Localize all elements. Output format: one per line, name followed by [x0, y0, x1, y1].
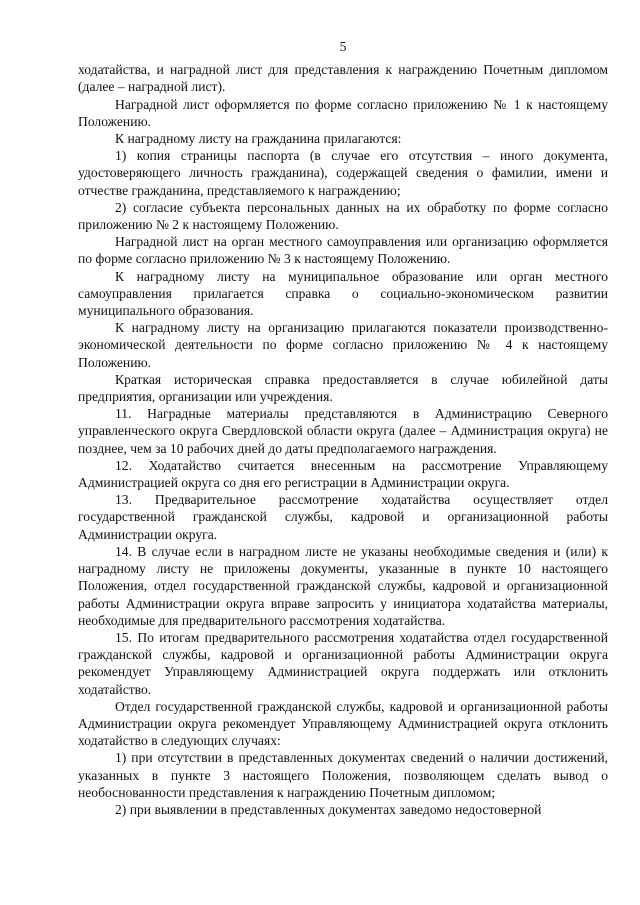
- paragraph: 14. В случае если в наградном листе не указаны необходимые сведения и (или) к наградному листу не приложены документы, указанные в пункте 10 настоящего Положения, отдел государственной гражданской службы, кадровой и организационной работы Администрации округа вправе запросить у инициатора ходатайства материалы, необходимые для предварительного рассмотрения ходатайства.: [78, 543, 608, 628]
- paragraph: 2) при выявлении в представленных документах заведомо недостоверной: [115, 801, 542, 817]
- paragraph: 1) при отсутствии в представленных документах сведений о наличии достижений, указанных в пункте 3 настоящего Положения, позволяющем сделать вывод о необоснованности представления к награждению Почетным дипломом;: [78, 750, 608, 800]
- paragraph: Наградной лист на орган местного самоуправления или организацию оформляется по форме согласно приложению № 3 к настоящему Положению.: [78, 234, 608, 267]
- page-number: 5: [339, 39, 347, 54]
- paragraph: ходатайства, и наградной лист для представления к награждению Почетным дипломом (далее – наградной лист).: [78, 62, 608, 95]
- paragraph: Отдел государственной гражданской службы, кадровой и организационной работы Администрации округа рекомендует Управляющему Администрацией округа отклонить ходатайство в следующих случаях:: [78, 698, 608, 749]
- paragraph: 2) согласие субъекта персональных данных на их обработку по форме согласно приложению № 2 к настоящему Положению.: [78, 199, 608, 233]
- paragraph: 15. По итогам предварительного рассмотрения ходатайства отдел государственной гражданской службы, кадровой и организационной работы Администрации округа рекомендует Управляющему Администрацией округа поддержать или отклонить ходатайство.: [78, 629, 608, 697]
- paragraph: 1) копия страницы паспорта (в случае его отсутствия – иного документа, удостоверяющего личность гражданина), содержащей сведения о фамилии, имени и отчестве гражданина, представляемого к награждению;: [78, 148, 608, 198]
- paragraph: 12. Ходатайство считается внесенным на рассмотрение Управляющему Администрацией округа со дня его регистрации в Администрации округа.: [78, 457, 608, 491]
- paragraph: 11. Наградные материалы представляются в Администрацию Северного управленческого округа Свердловской области округа (далее – Администрация округа) не позднее, чем за 10 рабочих дней до даты предполагаемого награждения.: [78, 406, 608, 456]
- paragraph: К наградному листу на муниципальное образование или орган местного самоуправления прилагается справка о социально-экономическом развитии муниципального образования.: [78, 268, 608, 319]
- document-page: [78, 38, 608, 818]
- paragraph: Краткая историческая справка предоставляется в случае юбилейной даты предприятия, организации или учреждения.: [78, 371, 608, 405]
- paragraph: Наградной лист оформляется по форме согласно приложению № 1 к настоящему Положению.: [78, 96, 608, 129]
- paragraph: 13. Предварительное рассмотрение ходатайства осуществляет отдел государственной гражданской службы, кадровой и организационной работы Администрации округа.: [78, 492, 608, 542]
- paragraph: К наградному листу на гражданина прилагаются:: [115, 131, 402, 147]
- paragraph: К наградному листу на организацию прилагаются показатели производственно-экономической деятельности по форме согласно приложению № 4 к настоящему Положению.: [78, 320, 608, 370]
